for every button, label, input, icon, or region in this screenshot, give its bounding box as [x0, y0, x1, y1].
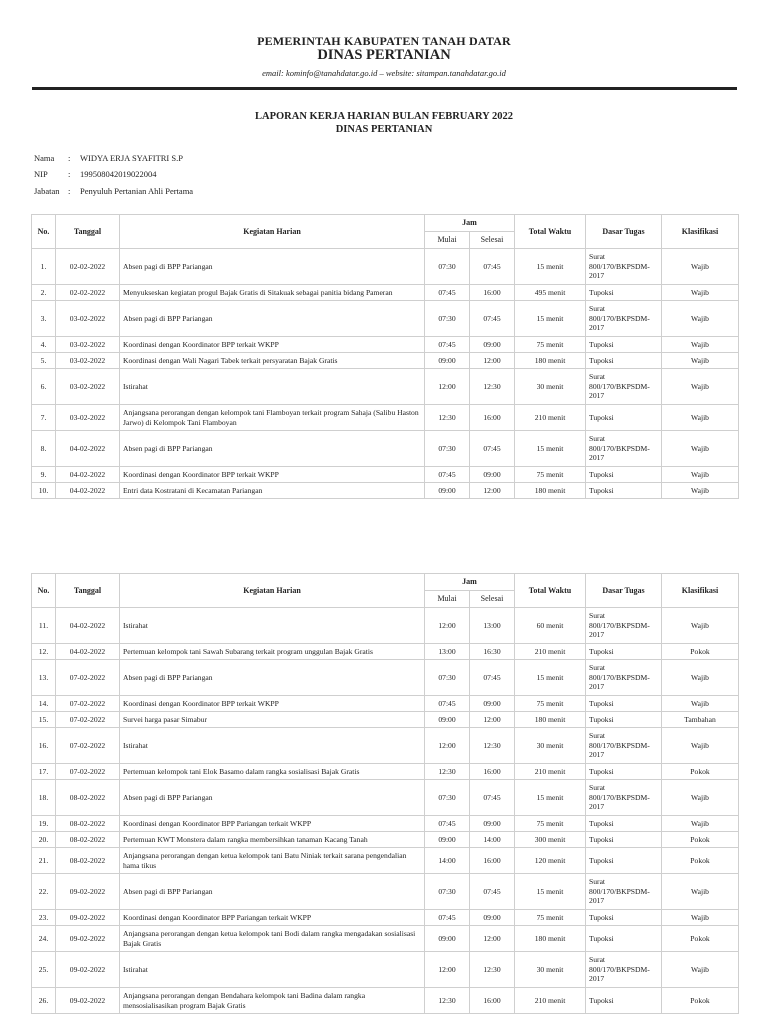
col-header-basis: Dasar Tugas — [586, 574, 662, 608]
nip-label: NIP — [34, 169, 48, 179]
department-name: DINAS PERTANIAN — [317, 47, 451, 63]
row-basis: Tupoksi — [586, 285, 662, 301]
table-row — [32, 483, 739, 499]
row-start-time: 12:30 — [425, 764, 470, 780]
row-classification: Wajib — [662, 696, 739, 712]
col-header-start: Mulai — [425, 232, 470, 249]
row-activity: Anjangsana perorangan dengan Bendahara kelompok tani Badina dalam rangka mensosialisasikan program Bajak Gratis — [120, 988, 425, 1014]
row-number: 7. — [32, 405, 56, 431]
table-row — [32, 353, 739, 369]
row-classification: Wajib — [662, 910, 739, 926]
row-end-time: 16:00 — [470, 848, 515, 874]
row-number: 14. — [32, 696, 56, 712]
table-row — [32, 848, 739, 874]
row-start-time: 09:00 — [425, 832, 470, 848]
col-header-class: Klasifikasi — [662, 215, 739, 249]
row-basis: Tupoksi — [586, 712, 662, 728]
header-row — [32, 215, 739, 232]
row-end-time: 07:45 — [470, 660, 515, 696]
row-basis: Tupoksi — [586, 644, 662, 660]
row-number: 25. — [32, 952, 56, 988]
row-basis: Surat 800/170/BKPSDM-2017 — [586, 952, 662, 988]
row-start-time: 12:30 — [425, 405, 470, 431]
row-activity: Istirahat — [120, 952, 425, 988]
row-activity: Koordinasi dengan Koordinator BPP terkait WKPP — [120, 337, 425, 353]
row-start-time: 07:45 — [425, 696, 470, 712]
row-activity: Pertemuan kelompok tani Elok Basamo dalam rangka sosialisasi Bajak Gratis — [120, 764, 425, 780]
row-total-time: 300 menit — [515, 832, 586, 848]
row-date: 07-02-2022 — [56, 696, 120, 712]
row-start-time: 09:00 — [425, 483, 470, 499]
row-start-time: 12:00 — [425, 728, 470, 764]
row-activity: Koordinasi dengan Koordinator BPP Pariangan terkait WKPP — [120, 910, 425, 926]
table-row — [32, 249, 739, 285]
row-end-time: 07:45 — [470, 874, 515, 910]
row-number: 17. — [32, 764, 56, 780]
row-total-time: 75 menit — [515, 337, 586, 353]
row-date: 02-02-2022 — [56, 249, 120, 285]
separator: : — [68, 186, 71, 196]
row-basis: Surat 800/170/BKPSDM-2017 — [586, 301, 662, 337]
row-end-time: 16:00 — [470, 285, 515, 301]
row-classification: Wajib — [662, 467, 739, 483]
row-activity: Absen pagi di BPP Pariangan — [120, 431, 425, 467]
row-end-time: 16:30 — [470, 644, 515, 660]
row-classification: Pokok — [662, 848, 739, 874]
row-total-time: 60 menit — [515, 608, 586, 644]
row-date: 03-02-2022 — [56, 369, 120, 405]
col-header-date: Tanggal — [56, 574, 120, 608]
row-activity: Anjangsana perorangan dengan ketua kelompok tani Bodi dalam rangka mengadakan sosialisasi Bajak Gratis — [120, 926, 425, 952]
row-total-time: 15 menit — [515, 874, 586, 910]
row-date: 03-02-2022 — [56, 337, 120, 353]
row-activity: Pertemuan KWT Monstera dalam rangka membersihkan tanaman Kacang Tanah — [120, 832, 425, 848]
col-header-activity: Kegiatan Harian — [120, 215, 425, 249]
row-number: 19. — [32, 816, 56, 832]
row-date: 08-02-2022 — [56, 848, 120, 874]
row-end-time: 07:45 — [470, 249, 515, 285]
employee-position: Penyuluh Pertanian Ahli Pertama — [80, 186, 194, 196]
row-classification: Wajib — [662, 780, 739, 816]
report-subtitle: DINAS PERTANIAN — [335, 124, 433, 135]
row-classification: Wajib — [662, 353, 739, 369]
row-activity: Koordinasi dengan Koordinator BPP Pariangan terkait WKPP — [120, 816, 425, 832]
row-total-time: 75 menit — [515, 910, 586, 926]
row-end-time: 12:00 — [470, 926, 515, 952]
table-row — [32, 696, 739, 712]
row-start-time: 07:30 — [425, 874, 470, 910]
row-start-time: 07:45 — [425, 285, 470, 301]
row-start-time: 09:00 — [425, 353, 470, 369]
table-row — [32, 712, 739, 728]
col-header-no: No. — [32, 574, 56, 608]
row-date: 09-02-2022 — [56, 910, 120, 926]
row-number: 12. — [32, 644, 56, 660]
row-date: 07-02-2022 — [56, 764, 120, 780]
table-row — [32, 405, 739, 431]
row-end-time: 09:00 — [470, 467, 515, 483]
row-classification: Pokok — [662, 832, 739, 848]
row-classification: Wajib — [662, 285, 739, 301]
row-total-time: 180 menit — [515, 926, 586, 952]
table-row — [32, 988, 739, 1014]
row-end-time: 12:30 — [470, 728, 515, 764]
row-basis: Tupoksi — [586, 467, 662, 483]
row-date: 09-02-2022 — [56, 926, 120, 952]
row-number: 15. — [32, 712, 56, 728]
row-date: 04-02-2022 — [56, 467, 120, 483]
table-row — [32, 644, 739, 660]
row-activity: Pertemuan kelompok tani Sawah Subarang terkait program unggulan Bajak Gratis — [120, 644, 425, 660]
row-date: 09-02-2022 — [56, 952, 120, 988]
government-name: PEMERINTAH KABUPATEN TANAH DATAR — [257, 34, 511, 48]
row-start-time: 12:00 — [425, 369, 470, 405]
row-total-time: 210 menit — [515, 644, 586, 660]
row-end-time: 12:30 — [470, 369, 515, 405]
row-number: 22. — [32, 874, 56, 910]
row-basis: Tupoksi — [586, 988, 662, 1014]
row-total-time: 180 menit — [515, 712, 586, 728]
row-number: 6. — [32, 369, 56, 405]
table-row — [32, 467, 739, 483]
row-classification: Pokok — [662, 988, 739, 1014]
row-date: 03-02-2022 — [56, 353, 120, 369]
row-start-time: 12:00 — [425, 608, 470, 644]
table-row — [32, 660, 739, 696]
row-activity: Istirahat — [120, 728, 425, 764]
row-activity: Istirahat — [120, 369, 425, 405]
row-activity: Koordinasi dengan Koordinator BPP terkait WKPP — [120, 696, 425, 712]
row-total-time: 180 menit — [515, 483, 586, 499]
row-activity: Menyukseskan kegiatan progul Bajak Gratis di Sitakuak sebagai panitia bidang Pameran — [120, 285, 425, 301]
row-classification: Wajib — [662, 337, 739, 353]
row-total-time: 75 menit — [515, 696, 586, 712]
row-classification: Wajib — [662, 874, 739, 910]
row-basis: Surat 800/170/BKPSDM-2017 — [586, 728, 662, 764]
row-number: 5. — [32, 353, 56, 369]
row-basis: Tupoksi — [586, 405, 662, 431]
row-number: 10. — [32, 483, 56, 499]
row-classification: Wajib — [662, 660, 739, 696]
row-basis: Tupoksi — [586, 816, 662, 832]
row-activity: Absen pagi di BPP Pariangan — [120, 780, 425, 816]
row-start-time: 07:45 — [425, 467, 470, 483]
employee-nip: 199508042019022004 — [80, 169, 157, 179]
row-end-time: 16:00 — [470, 988, 515, 1014]
row-basis: Tupoksi — [586, 910, 662, 926]
row-start-time: 09:00 — [425, 926, 470, 952]
row-number: 3. — [32, 301, 56, 337]
activity-table-1 — [31, 214, 739, 499]
row-start-time: 07:45 — [425, 337, 470, 353]
table-row — [32, 369, 739, 405]
row-basis: Surat 800/170/BKPSDM-2017 — [586, 431, 662, 467]
row-end-time: 12:00 — [470, 712, 515, 728]
table-row — [32, 874, 739, 910]
row-end-time: 07:45 — [470, 301, 515, 337]
row-start-time: 12:00 — [425, 952, 470, 988]
row-total-time: 75 menit — [515, 467, 586, 483]
row-total-time: 30 menit — [515, 728, 586, 764]
row-date: 04-02-2022 — [56, 431, 120, 467]
row-number: 18. — [32, 780, 56, 816]
table-row — [32, 832, 739, 848]
row-activity: Anjangsana perorangan dengan ketua kelompok tani Batu Niniak terkait sarana pengendalian hama tikus — [120, 848, 425, 874]
row-start-time: 07:30 — [425, 780, 470, 816]
row-total-time: 210 menit — [515, 764, 586, 780]
col-header-end: Selesai — [470, 232, 515, 249]
row-date: 04-02-2022 — [56, 644, 120, 660]
row-number: 9. — [32, 467, 56, 483]
row-activity: Survei harga pasar Simabur — [120, 712, 425, 728]
row-date: 08-02-2022 — [56, 816, 120, 832]
table-row — [32, 910, 739, 926]
row-start-time: 09:00 — [425, 712, 470, 728]
row-date: 03-02-2022 — [56, 301, 120, 337]
employee-name: WIDYA ERJA SYAFITRI S.P — [80, 153, 183, 163]
col-header-date: Tanggal — [56, 215, 120, 249]
row-start-time: 14:00 — [425, 848, 470, 874]
col-header-class: Klasifikasi — [662, 574, 739, 608]
row-basis: Tupoksi — [586, 848, 662, 874]
row-end-time: 16:00 — [470, 405, 515, 431]
row-classification: Wajib — [662, 483, 739, 499]
row-basis: Tupoksi — [586, 353, 662, 369]
row-basis: Surat 800/170/BKPSDM-2017 — [586, 874, 662, 910]
separator: : — [68, 169, 71, 179]
table-row — [32, 285, 739, 301]
row-start-time: 07:30 — [425, 431, 470, 467]
row-total-time: 75 menit — [515, 816, 586, 832]
row-date: 09-02-2022 — [56, 988, 120, 1014]
row-classification: Wajib — [662, 608, 739, 644]
row-end-time: 12:00 — [470, 483, 515, 499]
row-total-time: 15 menit — [515, 660, 586, 696]
row-activity: Istirahat — [120, 608, 425, 644]
col-header-start: Mulai — [425, 591, 470, 608]
col-header-end: Selesai — [470, 591, 515, 608]
name-label: Nama — [34, 153, 55, 163]
row-number: 21. — [32, 848, 56, 874]
row-total-time: 180 menit — [515, 353, 586, 369]
row-basis: Tupoksi — [586, 926, 662, 952]
row-number: 4. — [32, 337, 56, 353]
employee-nip-row — [34, 169, 157, 179]
row-start-time: 07:45 — [425, 910, 470, 926]
row-basis: Tupoksi — [586, 337, 662, 353]
row-start-time: 12:30 — [425, 988, 470, 1014]
row-number: 20. — [32, 832, 56, 848]
row-date: 04-02-2022 — [56, 483, 120, 499]
row-end-time: 13:00 — [470, 608, 515, 644]
row-end-time: 14:00 — [470, 832, 515, 848]
table-row — [32, 764, 739, 780]
row-number: 26. — [32, 988, 56, 1014]
row-date: 07-02-2022 — [56, 712, 120, 728]
table-row — [32, 728, 739, 764]
row-start-time: 07:30 — [425, 301, 470, 337]
row-total-time: 30 menit — [515, 952, 586, 988]
row-total-time: 15 menit — [515, 780, 586, 816]
row-number: 16. — [32, 728, 56, 764]
row-date: 08-02-2022 — [56, 780, 120, 816]
col-header-activity: Kegiatan Harian — [120, 574, 425, 608]
row-basis: Surat 800/170/BKPSDM-2017 — [586, 780, 662, 816]
col-header-hours: Jam — [425, 574, 515, 591]
row-end-time: 09:00 — [470, 910, 515, 926]
row-total-time: 210 menit — [515, 988, 586, 1014]
row-end-time: 09:00 — [470, 816, 515, 832]
row-classification: Tambahan — [662, 712, 739, 728]
row-end-time: 09:00 — [470, 696, 515, 712]
row-end-time: 12:30 — [470, 952, 515, 988]
row-date: 03-02-2022 — [56, 405, 120, 431]
header-row — [32, 574, 739, 591]
row-date: 04-02-2022 — [56, 608, 120, 644]
row-number: 23. — [32, 910, 56, 926]
table-row — [32, 816, 739, 832]
row-activity: Absen pagi di BPP Pariangan — [120, 249, 425, 285]
row-total-time: 30 menit — [515, 369, 586, 405]
row-number: 1. — [32, 249, 56, 285]
table-row — [32, 431, 739, 467]
row-activity: Absen pagi di BPP Pariangan — [120, 301, 425, 337]
row-classification: Pokok — [662, 926, 739, 952]
row-classification: Pokok — [662, 644, 739, 660]
row-classification: Wajib — [662, 952, 739, 988]
row-basis: Surat 800/170/BKPSDM-2017 — [586, 608, 662, 644]
row-end-time: 07:45 — [470, 431, 515, 467]
table-row — [32, 926, 739, 952]
row-total-time: 210 menit — [515, 405, 586, 431]
row-number: 13. — [32, 660, 56, 696]
col-header-total: Total Waktu — [515, 215, 586, 249]
col-header-hours: Jam — [425, 215, 515, 232]
row-activity: Absen pagi di BPP Pariangan — [120, 874, 425, 910]
row-classification: Wajib — [662, 249, 739, 285]
row-end-time: 07:45 — [470, 780, 515, 816]
row-total-time: 495 menit — [515, 285, 586, 301]
row-basis: Surat 800/170/BKPSDM-2017 — [586, 660, 662, 696]
row-basis: Tupoksi — [586, 764, 662, 780]
table-row — [32, 608, 739, 644]
row-end-time: 09:00 — [470, 337, 515, 353]
table-row — [32, 780, 739, 816]
table-row — [32, 337, 739, 353]
employee-position-row — [34, 186, 193, 196]
col-header-basis: Dasar Tugas — [586, 215, 662, 249]
row-classification: Pokok — [662, 764, 739, 780]
header-divider — [32, 87, 737, 90]
row-activity: Koordinasi dengan Koordinator BPP terkait WKPP — [120, 467, 425, 483]
row-activity: Absen pagi di BPP Pariangan — [120, 660, 425, 696]
row-classification: Wajib — [662, 369, 739, 405]
row-start-time: 07:45 — [425, 816, 470, 832]
row-start-time: 13:00 — [425, 644, 470, 660]
row-basis: Tupoksi — [586, 696, 662, 712]
row-date: 07-02-2022 — [56, 728, 120, 764]
contact-line: email: kominfo@tanahdatar.go.id – website: sitampan.tanahdatar.go.id — [262, 68, 506, 78]
row-activity: Koordinasi dengan Wali Nagari Tabek terkait persyaratan Bajak Gratis — [120, 353, 425, 369]
row-number: 24. — [32, 926, 56, 952]
row-total-time: 15 menit — [515, 301, 586, 337]
row-number: 8. — [32, 431, 56, 467]
table-row — [32, 301, 739, 337]
col-header-no: No. — [32, 215, 56, 249]
row-basis: Tupoksi — [586, 832, 662, 848]
row-basis: Tupoksi — [586, 483, 662, 499]
row-classification: Wajib — [662, 405, 739, 431]
row-total-time: 120 menit — [515, 848, 586, 874]
row-classification: Wajib — [662, 431, 739, 467]
row-classification: Wajib — [662, 816, 739, 832]
row-date: 09-02-2022 — [56, 874, 120, 910]
row-end-time: 16:00 — [470, 764, 515, 780]
row-date: 02-02-2022 — [56, 285, 120, 301]
row-total-time: 15 menit — [515, 431, 586, 467]
employee-name-row — [34, 153, 183, 163]
row-basis: Surat 800/170/BKPSDM-2017 — [586, 249, 662, 285]
col-header-total: Total Waktu — [515, 574, 586, 608]
activity-table-2 — [31, 573, 739, 1014]
position-label: Jabatan — [34, 186, 60, 196]
row-date: 08-02-2022 — [56, 832, 120, 848]
table-row — [32, 952, 739, 988]
row-end-time: 12:00 — [470, 353, 515, 369]
row-number: 2. — [32, 285, 56, 301]
row-classification: Wajib — [662, 728, 739, 764]
row-activity: Entri data Kostratani di Kecamatan Pariangan — [120, 483, 425, 499]
report-title: LAPORAN KERJA HARIAN BULAN FEBRUARY 2022 — [255, 111, 513, 122]
row-activity: Anjangsana perorangan dengan kelompok tani Flamboyan terkait program Sahaja (Salibu Haston Jarwo) di Kelompok Tani Flamboyan — [120, 405, 425, 431]
row-start-time: 07:30 — [425, 660, 470, 696]
row-basis: Surat 800/170/BKPSDM-2017 — [586, 369, 662, 405]
row-date: 07-02-2022 — [56, 660, 120, 696]
separator: : — [68, 153, 71, 163]
row-total-time: 15 menit — [515, 249, 586, 285]
row-classification: Wajib — [662, 301, 739, 337]
row-number: 11. — [32, 608, 56, 644]
row-start-time: 07:30 — [425, 249, 470, 285]
